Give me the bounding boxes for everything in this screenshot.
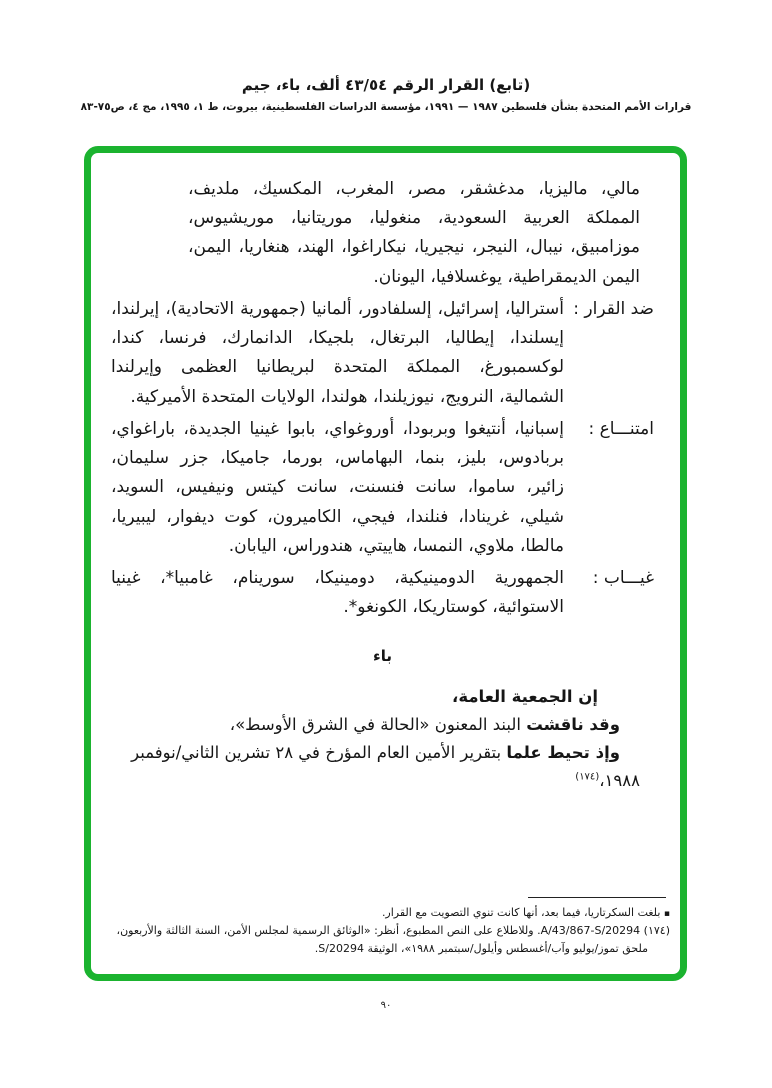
footnote-divider (528, 897, 666, 898)
source-citation: قرارات الأمم المتحدة بشأن فلسطين ١٩٨٧ — ١٩٩١، مؤسسة الدراسات الفلسطينية، بيروت، ط ١، ١٩٩٥، مج ٤، ص٧٥-٨٣ (80, 101, 692, 113)
footnotes-block (107, 897, 670, 958)
page-title: (تابع) القرار الرقم ٤٣/٥٤ ألف، باء، جيم (241, 76, 531, 94)
preamble-line-2 (111, 711, 640, 739)
abstain-country-list: إسبانيا، أنتيغوا وبربودا، أوروغواي، بابوا غينيا الجديدة، باراغواي، بربادوس، بليز، بنما، البهاماس، بورما، جاميكا، جزر سليمان، زائير، ساموا، سانت فنسنت، سانت كيتس ونيفيس، السويد، شيلي، غرينادا، فنلندا، فيجي، الكاميرون، كوت ديفوار، ليبيريا، مالطا، ملاوي، النمسا، هاييتي، هندوراس، اليابان. (111, 418, 564, 556)
footnote-174-text: A/43/867-S/20294. وللاطلاع على النص المطبوع، أنظر: «الوثائق الرسمية لمجلس الأمن، السنة الثالثة والأربعون، ملحق تموز/يوليو وآب/أغسطس وأيلول/سبتمبر ١٩٨٨»، الوثيقة S/20294. (116, 923, 648, 955)
footnote-174-marker: (١٧٤) (643, 923, 670, 937)
preamble-line-2-lead: وقد ناقشت (526, 714, 620, 734)
page-number: ٩٠ (380, 1000, 392, 1011)
footnote-star-text: بلغت السكرتاريا، فيما بعد، أنها كانت تنوي التصويت مع القرار. (381, 905, 661, 919)
footnote-reference-174: (١٧٤) (575, 771, 600, 783)
against-label: ضد القرار : (573, 298, 654, 319)
against-country-list: أستراليا، إسرائيل، إلسلفادور، ألمانيا (جمهورية الاتحادية)، إيرلندا، إيسلندا، إيطاليا، البرتغال، بلجيكا، الدانمارك، فرنسا، كندا، لوكسمبورغ، المملكة المتحدة لبريطانيا العظمى وإيرلندا الشمالية، النرويج، نيوزيلندا، هولندا، الولايات المتحدة الأميركية. (111, 298, 564, 407)
abstain-label: امتنـــاع : (588, 418, 654, 439)
resolution-box (84, 146, 687, 981)
absent-label: غيـــاب : (592, 568, 654, 589)
absent-country-list: الجمهورية الدومينيكية، دومينيكا، سورينام، غامبيا*، غينيا الاستوائية، كوستاريكا، الكونغو*. (111, 568, 564, 618)
vote-section-against (111, 295, 654, 412)
page-header (0, 76, 772, 113)
vote-section-abstain (111, 415, 654, 561)
footnote-174 (107, 922, 670, 958)
vote-with-continuation: مالي، ماليزيا، مدغشقر، مصر، المغرب، المكسيك، ملديف، المملكة العربية السعودية، منغوليا، موريتانيا، موريشيوس، موزامبيق، نيبال، النيجر، نيجيريا، نيكاراغوا، الهند، هنغاريا، اليمن، اليمن الديمقراطية، يوغسلافيا، اليونان. (188, 179, 640, 287)
vote-section-absent (111, 564, 654, 622)
section-heading-baa: باء (373, 646, 392, 665)
preamble-line-2-rest: البند المعنون «الحالة في الشرق الأوسط»، (229, 714, 527, 734)
footnote-star (107, 904, 670, 922)
preamble-line-3 (111, 739, 640, 795)
preamble-line-1: إن الجمعية العامة، (452, 686, 598, 706)
preamble-line-3-rest: بتقرير الأمين العام المؤرخ في ٢٨ تشرين الثاني/نوفمبر ١٩٨٨، (131, 742, 640, 790)
footnote-star-marker: ▪ (663, 908, 670, 919)
preamble-line-3-lead: وإذ تحيط علما (506, 742, 620, 762)
